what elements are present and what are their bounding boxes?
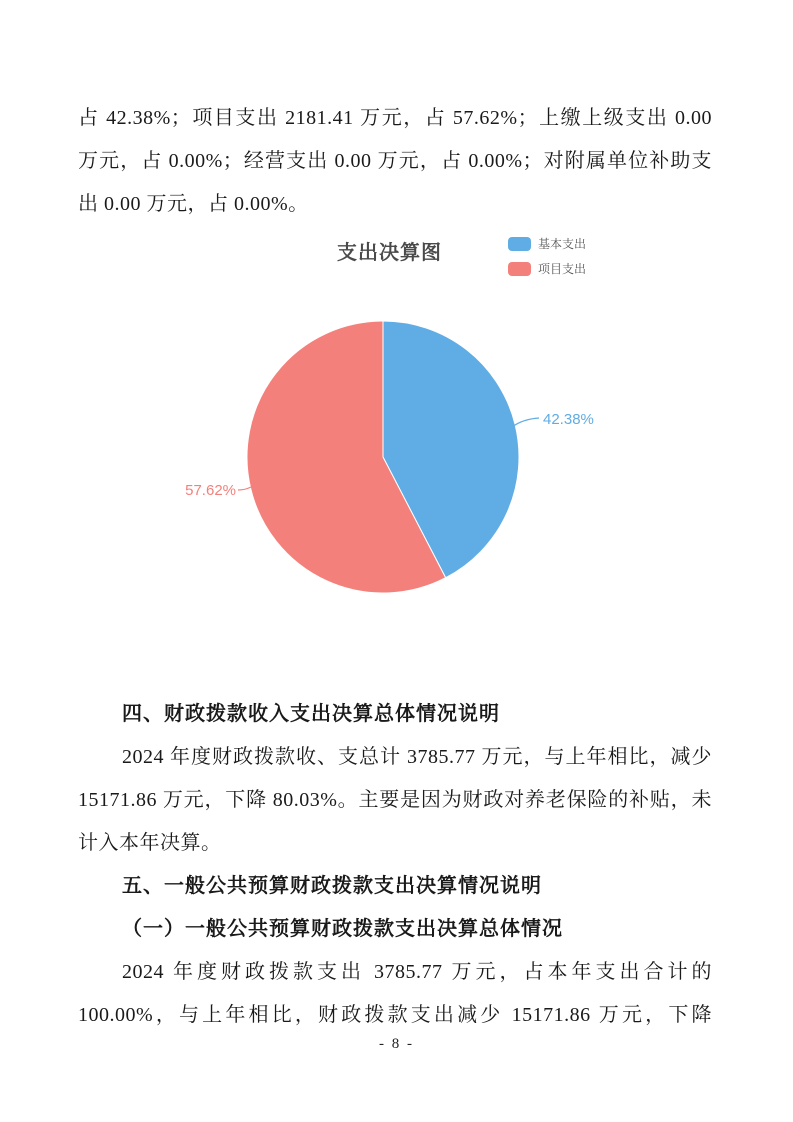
- paragraph-line: 万元，占 0.00%；经营支出 0.00 万元，占 0.00%；对附属单位补助支: [78, 150, 712, 172]
- section5-heading: 五、一般公共预算财政拨款支出决算情况说明: [122, 875, 542, 897]
- paragraph-line: 出 0.00 万元，占 0.00%。: [78, 193, 309, 215]
- legend-swatch-project: [508, 262, 531, 276]
- leader-line-basic: [512, 418, 539, 427]
- section4-heading: 四、财政拨款收入支出决算总体情况说明: [122, 703, 500, 725]
- pie-chart: [160, 310, 620, 600]
- page-number: - 8 -: [379, 1036, 414, 1052]
- paragraph-line: 2024 年度财政拨款支出 3785.77 万元，占本年支出合计的: [122, 961, 712, 983]
- chart-title: 支出决算图: [337, 242, 442, 264]
- leader-line-project: [238, 487, 251, 490]
- paragraph-line: 2024 年度财政拨款收、支总计 3785.77 万元，与上年相比，减少: [122, 746, 712, 768]
- paragraph-line: 占 42.38%；项目支出 2181.41 万元，占 57.62%；上缴上级支出 0.00: [78, 107, 712, 129]
- paragraph-line: 计入本年决算。: [78, 832, 222, 854]
- top-paragraph: [78, 97, 712, 226]
- chart-legend: [508, 236, 586, 286]
- lower-sections: [78, 693, 712, 1037]
- paragraph-line: 100.00%，与上年相比，财政拨款支出减少 15171.86 万元，下降: [78, 1004, 712, 1026]
- legend-label-project: 项目支出: [538, 262, 587, 276]
- legend-item-project: [508, 261, 586, 276]
- section5-sub-heading: （一）一般公共预算财政拨款支出决算总体情况: [122, 918, 563, 940]
- pie-label-basic: 42.38%: [543, 411, 594, 428]
- legend-item-basic: [508, 236, 586, 251]
- legend-swatch-basic: [508, 237, 531, 251]
- legend-label-basic: 基本支出: [538, 237, 587, 251]
- paragraph-line: 15171.86 万元，下降 80.03%。主要是因为财政对养老保险的补贴，未: [78, 789, 712, 811]
- pie-label-project: 57.62%: [185, 482, 236, 499]
